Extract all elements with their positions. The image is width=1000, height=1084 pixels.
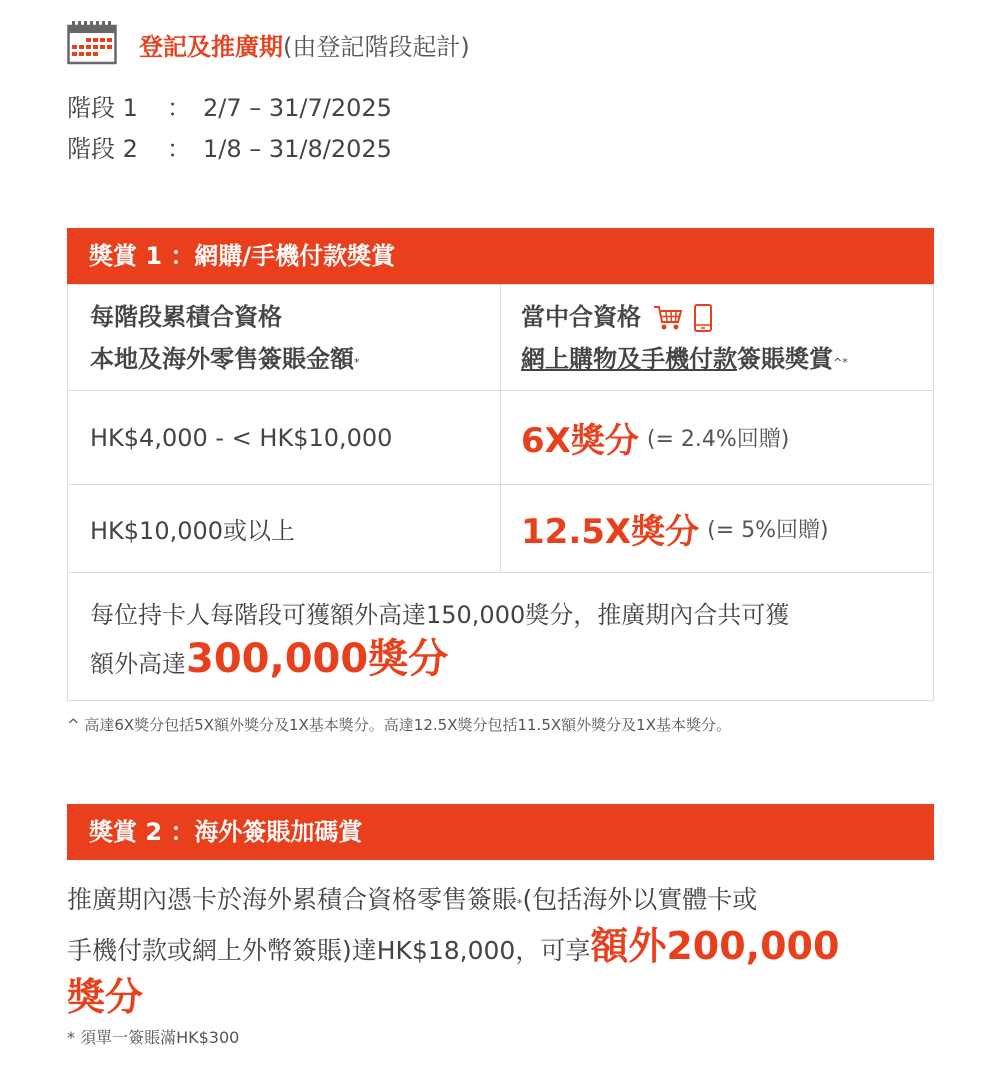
phase-2	[67, 132, 392, 166]
phase-colon: ：	[167, 94, 191, 122]
footnote-asterisk: * 須單一簽賬滿HK$300	[67, 1028, 240, 1047]
reward2-part1: 推廣期內憑卡於海外累積合資格零售簽賬	[67, 885, 518, 914]
reward2-sup: *	[517, 897, 523, 910]
reward1-title-bar: 獎賞 1 ：網購/手機付款獎賞	[67, 228, 934, 284]
phase-colon: ：	[167, 135, 191, 163]
col2-header-sup: ^*	[833, 355, 848, 369]
col2-header	[501, 285, 933, 390]
phase-1	[67, 91, 392, 125]
footer-highlight: 300,000獎分	[186, 636, 449, 682]
footnote-caret: ^ 高達6X獎分包括5X額外獎分及1X基本獎分。高達12.5X獎分包括11.5X額外獎分及1X基本獎分。	[67, 716, 731, 734]
reward2-line3	[67, 974, 947, 1025]
calendar-icon	[67, 21, 117, 65]
reward2-title-bar: 獎賞 2 ：海外簽賬加碼賞	[67, 804, 934, 860]
amount-cell	[68, 485, 501, 572]
reward-cell	[501, 391, 933, 484]
phase-label: 階段 1	[67, 94, 138, 122]
col1-header-line1: 每階段累積合資格	[90, 302, 282, 331]
reward2-line2	[67, 923, 947, 974]
reward2-part3: 手機付款或網上外幣簽賬)達HK$18,000，可享	[67, 936, 591, 965]
table-header-row	[68, 285, 933, 390]
registration-title-bold: 登記及推廣期	[139, 33, 283, 61]
table-row	[68, 484, 933, 572]
footer-line2	[90, 637, 915, 686]
footer-line1: 每位持卡人每階段可獲額外高達150,000獎分，推廣期內合共可獲	[90, 601, 790, 629]
col2-header-underlined: 網上購物及手機付款	[521, 344, 737, 373]
reward2-description	[67, 876, 947, 1025]
phase-label: 階段 2	[67, 135, 138, 163]
reward-note: (= 2.4%回贈)	[646, 427, 790, 452]
mobile-phone-icon	[693, 304, 713, 332]
reward2-part2: (包括海外以實體卡或	[522, 885, 758, 914]
reward1-table	[67, 284, 934, 701]
reward-note: (= 5%回贈)	[707, 518, 829, 543]
amount-text: HK$4,000 - < HK$10,000	[90, 423, 393, 452]
col1-header-line2-text: 本地及海外零售簽賬金額	[90, 344, 354, 373]
amount-text: HK$10,000或以上	[90, 517, 296, 545]
col2-header-line2	[521, 338, 848, 380]
col1-header-sup: *	[354, 355, 360, 369]
shopping-cart-icon	[653, 304, 683, 332]
col1-header-line2	[90, 338, 360, 380]
col2-header-line1	[521, 296, 713, 338]
col2-header-line1-text: 當中合資格	[521, 302, 641, 331]
amount-cell	[68, 391, 501, 484]
col1-header	[68, 285, 501, 390]
footer-prefix: 額外高達	[90, 650, 186, 678]
reward2-line1	[67, 876, 947, 923]
phase-range: 1/8 – 31/8/2025	[203, 135, 392, 163]
reward-cell	[501, 485, 933, 572]
table-footer-row	[68, 572, 933, 700]
reward2-highlight-1: 額外200,000	[590, 924, 840, 968]
table-row	[68, 390, 933, 484]
col2-header-rest: 簽賬獎賞	[737, 344, 833, 373]
registration-title	[139, 30, 470, 64]
reward-text: 6X獎分	[521, 421, 639, 461]
reward-text: 12.5X獎分	[521, 512, 700, 552]
phase-range: 2/7 – 31/7/2025	[203, 94, 392, 122]
reward2-highlight-2: 獎分	[67, 975, 144, 1019]
registration-title-paren: (由登記階段起計)	[283, 33, 470, 61]
